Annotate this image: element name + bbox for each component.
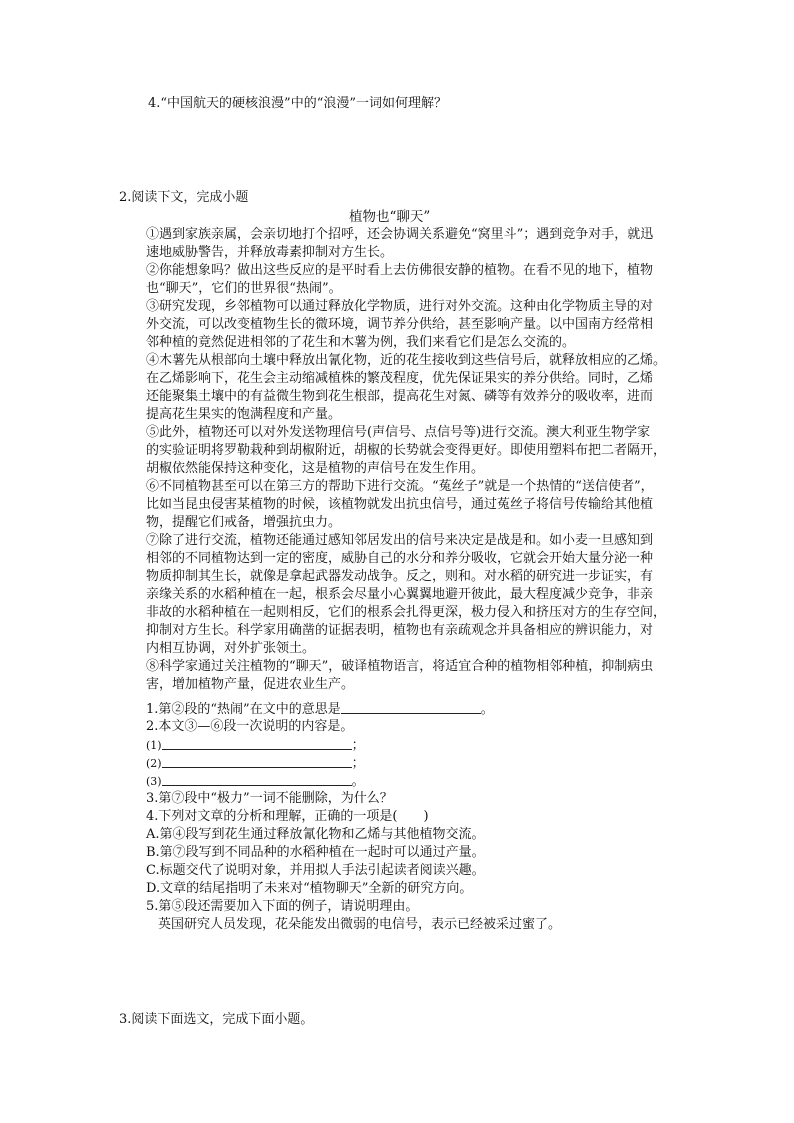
article-line: 邻种植的竟然促进相邻的了花生和木薯为例，我们来看它们是怎么交流的。 <box>146 335 576 350</box>
article-line: 抑制对方生长。科学家用确凿的证据表明，植物也有亲疏观念并具备相应的辨识能力，对 <box>146 623 654 638</box>
article-title: 植物也“聊天” <box>349 209 431 225</box>
article-line: ⑥不同植物甚至可以在第三方的帮助下进行交流。“菟丝子”就是一个热情的“送信使者”， <box>146 479 654 494</box>
question-2-item-2: (2) ； <box>146 756 365 771</box>
article-line: 物，提醒它们戒备，增强抗虫力。 <box>146 515 342 530</box>
article-line: 相邻的不同植物达到一定的密度，威胁自己的水分和养分吸收，它就会开始大量分泌一种 <box>146 551 654 566</box>
article-line: 的实验证明将罗勒栽种到胡椒附近，胡椒的长势就会变得更好。即使用塑料布把二者隔开， <box>146 443 667 458</box>
question-1-text: 1.第②段的“热闹”在文中的意思是 <box>146 702 341 717</box>
article-line: 物质抑制其生长，就像是拿起武器发动战争。反之，则和。对水稻的研究进一步证实，有 <box>146 569 654 584</box>
article-line: 提高花生果实的饱满程度和产量。 <box>146 407 342 422</box>
option-a: A.第④段写到花生通过释放氰化物和乙烯与其他植物交流。 <box>146 827 485 842</box>
article-line: 害，增加植物产量，促进农业生产。 <box>146 677 355 692</box>
article-line: 速地威胁警告，并释放毒素抑制对方生长。 <box>146 245 394 260</box>
article-line: ⑤此外，植物还可以对外发送物理信号(声信号、点信号等)进行交流。澳大利亚生物学家 <box>146 425 651 440</box>
article-line: 外交流，可以改变植物生长的微环境，调节养分供给，甚至影响产量。以中国南方经常相 <box>146 317 654 332</box>
question-1-end: 。 <box>480 702 494 717</box>
q1-item4: 4.“中国航天的硬核浪漫”中的“浪漫”一词如何理解？ <box>148 96 447 111</box>
article-line: 还能聚集土壤中的有益微生物到花生根部，提高花生对氮、磷等有效养分的吸收率，进而 <box>146 389 654 404</box>
question-2-item-1: (1) ； <box>146 738 365 753</box>
question-5-example: 英国研究人员发现，花朵能发出微弱的电信号，表示已经被采过蜜了。 <box>158 917 562 932</box>
article-line: 在乙烯影响下，花生会主动缩减植株的繁茂程度，优先保证果实的养分供给。同时，乙烯 <box>146 371 654 386</box>
article-line: ①遇到家族亲属，会亲切地打个招呼，还会协调关系避免“窝里斗”；遇到竞争对手，就迅 <box>146 227 654 242</box>
article-line: ④木薯先从根部向土壤中释放出氰化物，近的花生接收到这些信号后，就释放相应的乙烯。 <box>146 353 667 368</box>
article-line: ③研究发现，乡邻植物可以通过释放化学物质，进行对外交流。这种由化学物质主导的对 <box>146 299 654 314</box>
answer-blank <box>162 736 352 750</box>
article-line: 内相互协调，对外扩张领土。 <box>146 641 316 656</box>
option-d: D.文章的结尾指明了未来对“植物聊天”全新的研究方向。 <box>146 881 473 896</box>
question-5: 5.第⑤段还需要加入下面的例子，请说明理由。 <box>146 899 419 914</box>
article-line: 比如当昆虫侵害某植物的时候，该植物就发出抗虫信号，通过菟丝子将信号传输给其他植 <box>146 497 654 512</box>
article-line: ⑦除了进行交流，植物还能通过感知邻居发出的信号来决定是战是和。如小麦一旦感知到 <box>146 533 654 548</box>
article-line: 胡椒依然能保持这种变化，这是植物的声信号在发生作用。 <box>146 461 485 476</box>
question-2-item-3: (3) 。 <box>146 774 365 789</box>
article-line: ⑧科学家通过关注植物的“聊天”，破译植物语言，将适宜合种的植物相邻种植，抑制病虫 <box>146 659 654 674</box>
article-line: 非故的水稻种植在一起则相反，它们的根系会扎得更深，极力侵入和挤压对方的生存空间， <box>146 605 667 620</box>
answer-blank <box>162 772 352 786</box>
option-c: C.标题交代了说明对象，并用拟人手法引起读者阅读兴趣。 <box>146 863 485 878</box>
question-1 <box>146 700 494 719</box>
question-2: 2.本文③—⑥段一次说明的内容是。 <box>146 719 354 734</box>
section3-heading: 3.阅读下面选文，完成下面小题。 <box>119 1012 314 1027</box>
option-b: B.第⑦段写到不同品种的水稻种植在一起时可以通过产量。 <box>146 845 485 860</box>
question-4: 4.下列对文章的分析和理解，正确的一项是( ) <box>146 809 429 824</box>
answer-blank <box>162 754 352 768</box>
question-3: 3.第⑦段中“极力”一词不能删除，为什么？ <box>146 791 393 806</box>
article-line: 也“聊天”，它们的世界很“热闹”。 <box>146 281 342 296</box>
question-1-blank <box>341 700 481 714</box>
section2-heading: 2.阅读下文，完成小题 <box>119 190 249 205</box>
article-line: 亲缘关系的水稻种植在一起，根系会尽量小心翼翼地避开彼此，最大程度减少竞争，非亲 <box>146 587 654 602</box>
article-line: ②你能想象吗？做出这些反应的是平时看上去仿佛很安静的植物。在看不见的地下，植物 <box>146 263 654 278</box>
